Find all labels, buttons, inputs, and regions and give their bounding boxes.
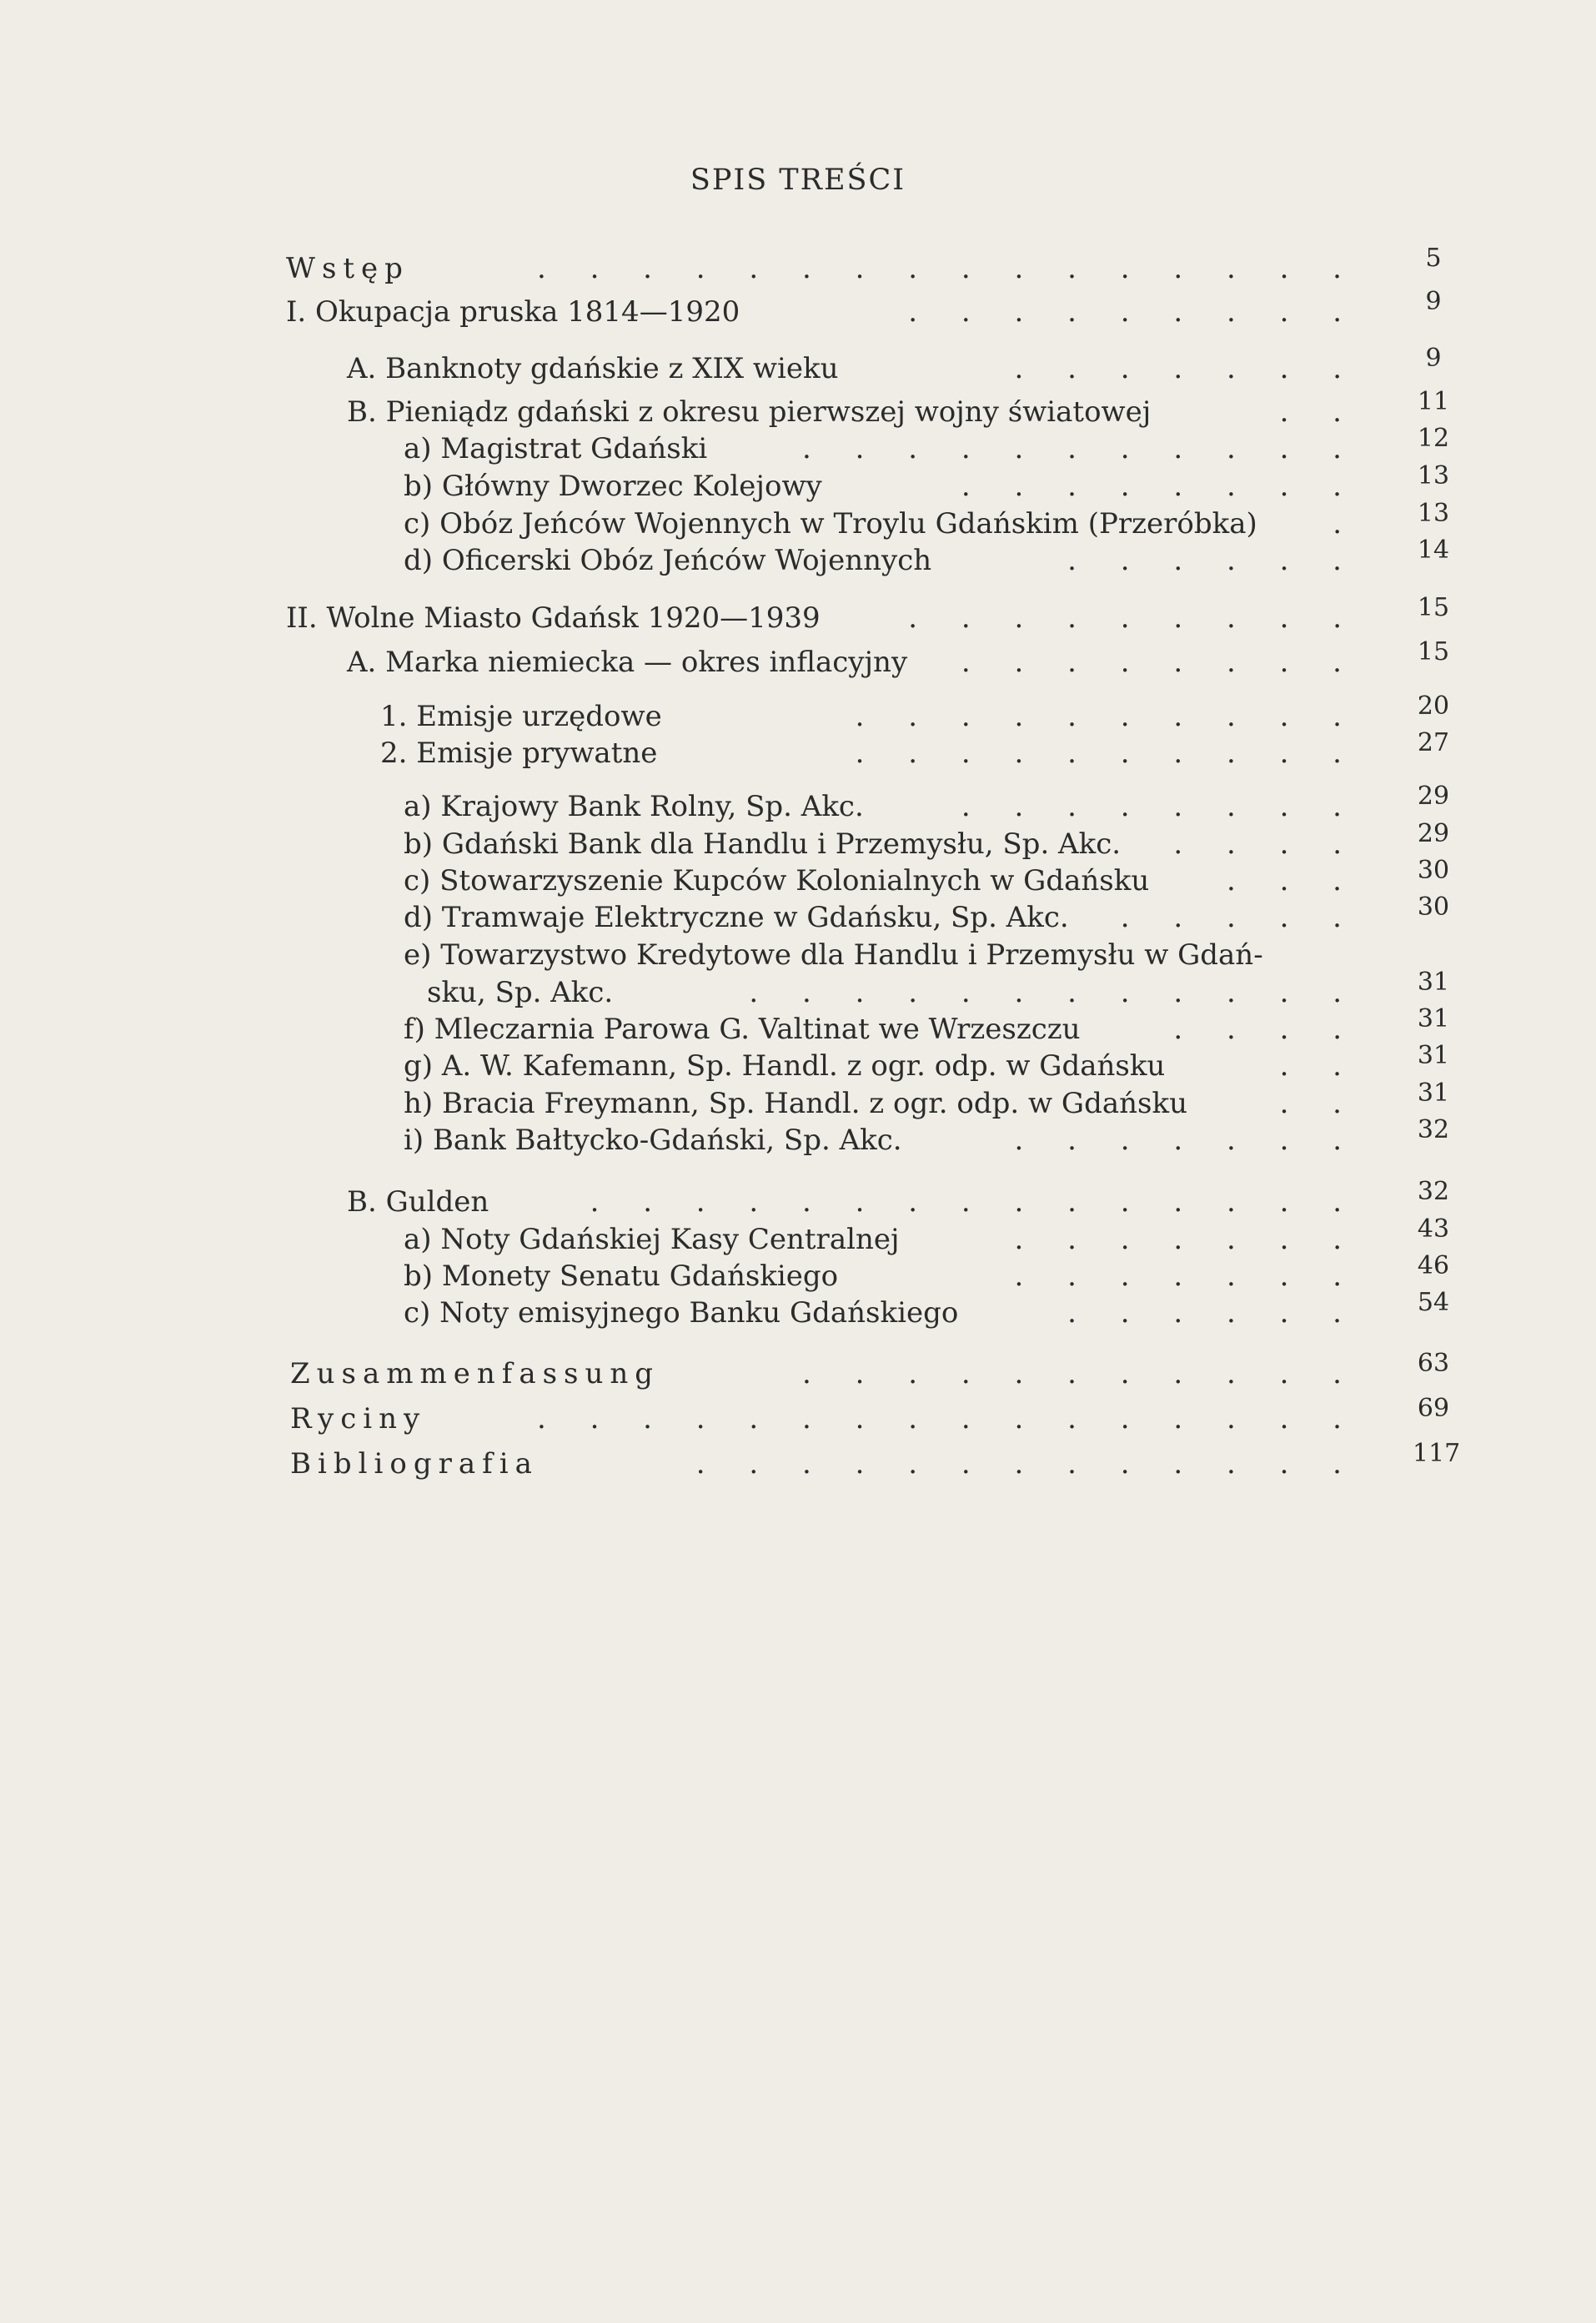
toc-page-number: 43 [1417,1214,1450,1244]
dot-leader: . . . . . . . . [961,470,1359,503]
toc-entry-chapter-2 [0,593,1596,640]
toc-entry-label: c) Stowarzyszenie Kupców Kolonialnych w Gdańsku [404,864,1150,898]
dot-leader: . . . . . . . . [961,790,1359,823]
toc-page-number: 31 [1417,1041,1450,1070]
toc-entry-2a-1 [0,691,1596,738]
toc-page-number: 11 [1417,387,1450,416]
page-title: SPIS TREŚCI [690,163,906,197]
toc-entry-label: Bibliografia [290,1447,539,1481]
toc-entry-label: A. Banknoty gdańskie z XIX wieku [347,352,839,385]
toc-page-number: 9 [1425,344,1442,373]
toc-entry-label: e) Towarzystwo Kredytowe dla Handlu i Przemysłu w Gdań- [404,938,1263,972]
toc-entry-label: 2. Emisje prywatne [380,737,658,770]
toc-entry-label: a) Noty Gdańskiej Kasy Centralnej [404,1223,900,1256]
toc-page-number: 15 [1417,593,1450,622]
toc-entry-label: b) Monety Senatu Gdańskiego [404,1260,839,1293]
toc-entry-ryciny [0,1394,1596,1441]
toc-entry-label: d) Oficerski Obóz Jeńców Wojennych [404,544,932,577]
toc-entry-2b-a [0,1214,1596,1261]
toc-entry-2a-2-d [0,892,1596,939]
toc-entry-label: 1. Emisje urzędowe [380,700,662,733]
toc-entry-1b-a [0,424,1596,470]
toc-entry-zusammenfassung [0,1349,1596,1395]
toc-entry-2a-2-f [0,1004,1596,1051]
toc-page-number: 31 [1417,968,1450,997]
toc-page-number: 30 [1417,856,1450,885]
toc-page-number: 63 [1417,1349,1450,1378]
dot-leader: . . . . . . . . . . . [802,432,1359,465]
toc-entry-label: II. Wolne Miasto Gdańsk 1920—1939 [286,601,821,635]
toc-page-number: 14 [1417,535,1450,565]
dot-leader: . . . . . . . [1014,1223,1359,1256]
dot-leader: . . [1279,395,1359,429]
toc-entry-label: f) Mleczarnia Parowa G. Valtinat we Wrzeszczu [404,1013,1081,1046]
dot-leader: . . . . . . . . . . . . [749,976,1359,1009]
dot-leader: . . . . . . . . . . [855,700,1359,733]
toc-entry-2b-b [0,1251,1596,1298]
toc-entry-label: A. Marka niemiecka — okres inflacyjny [347,646,908,679]
toc-page-number: 12 [1417,424,1450,453]
toc-entry-label: a) Krajowy Bank Rolny, Sp. Akc. [404,790,864,823]
toc-entry-1b-c [0,499,1596,546]
toc-page-number: 54 [1417,1288,1450,1317]
toc-page-number: 69 [1417,1394,1450,1423]
toc-entry-label: a) Magistrat Gdański [404,432,708,465]
toc-entry-label: B. Gulden [347,1185,489,1219]
toc-page-number: 117 [1413,1439,1461,1468]
toc-entry-1b [0,387,1596,434]
toc-page-number: 31 [1417,1004,1450,1033]
toc-page-number: 5 [1425,244,1442,273]
toc-entry-wstep [0,244,1596,290]
dot-leader: . . . . . . . . . . . . . . . . [536,1402,1359,1436]
toc-entry-1b-b [0,461,1596,508]
toc-entry-label: d) Tramwaje Elektryczne w Gdańsku, Sp. Akc. [404,901,1069,934]
dot-leader: . . . . . . . . . . . [802,1357,1359,1390]
dot-leader: . [1333,507,1359,541]
toc-entry-label: Zusammenfassung [290,1357,660,1390]
toc-entry-label: c) Noty emisyjnego Banku Gdańskiego [404,1296,959,1330]
dot-leader: . . . . . . [1067,544,1359,577]
toc-entry-label: c) Obóz Jeńców Wojennych w Troylu Gdańskim (Przeróbka) [404,507,1257,541]
toc-entry-2b-c [0,1288,1596,1335]
toc-page-number: 30 [1417,892,1450,922]
dot-leader: . . . . . . . . . [908,295,1359,329]
toc-page-number: 13 [1417,499,1450,528]
toc-entry-2a-2-b [0,819,1596,866]
toc-entry-label: b) Główny Dworzec Kolejowy [404,470,822,503]
toc-entry-2a-2-h [0,1079,1596,1125]
dot-leader: . . . . . [1120,901,1359,934]
toc-page-number: 29 [1417,819,1450,848]
toc-entry-2a-2-i [0,1115,1596,1162]
toc-entry-label: b) Gdański Bank dla Handlu i Przemysłu, Sp. Akc. [404,827,1122,861]
toc-page-number: 27 [1417,728,1450,757]
toc-entry-label: B. Pieniądz gdański z okresu pierwszej wojny światowej [347,395,1152,429]
dot-leader: . . . . . . . . . . . . . [695,1447,1359,1481]
toc-entry-label: i) Bank Bałtycko-Gdański, Sp. Akc. [404,1124,902,1157]
toc-page-number: 29 [1417,782,1450,811]
toc-page-number: 32 [1417,1177,1450,1206]
dot-leader: . . . [1226,864,1359,898]
dot-leader: . . . . . . . [1014,1124,1359,1157]
toc-page-number: 9 [1425,287,1442,316]
dot-leader: . . . . . . . [1014,1260,1359,1293]
dot-leader: . . . . . . . . . . . . . . . . [536,252,1359,285]
toc-entry-label: h) Bracia Freymann, Sp. Handl. z ogr. odp. w Gdańsku [404,1087,1187,1120]
toc-page-number: 13 [1417,461,1450,490]
dot-leader: . . . . . . . . . . . . . . . [590,1185,1359,1219]
toc-entry-2a-2 [0,728,1596,775]
toc-entry-2b [0,1177,1596,1224]
toc-page-number: 31 [1417,1079,1450,1108]
toc-entry-2a-2-g [0,1041,1596,1088]
dot-leader: . . . . [1173,1013,1359,1046]
dot-leader: . . . . . . . . . . [855,737,1359,770]
toc-page-number: 32 [1417,1115,1450,1144]
toc-entry-2a-2-e-cont [0,968,1596,1014]
dot-leader: . . [1279,1087,1359,1120]
toc-entry-2a-2-c [0,856,1596,903]
toc-entry-label: Ryciny [290,1402,427,1436]
toc-page-number: 15 [1417,637,1450,666]
toc-entry-chapter-1 [0,287,1596,334]
toc-entry-1a [0,344,1596,390]
dot-leader: . . . . . . . [1014,352,1359,385]
dot-leader: . . . . . . . . [961,646,1359,679]
dot-leader: . . [1279,1049,1359,1083]
toc-entry-2a [0,637,1596,684]
toc-page-number: 46 [1417,1251,1450,1280]
toc-entry-label: I. Okupacja pruska 1814—1920 [286,295,740,329]
toc-page-number: 20 [1417,691,1450,721]
dot-leader: . . . . . . [1067,1296,1359,1330]
toc-entry-label: g) A. W. Kafemann, Sp. Handl. z ogr. odp. w Gdańsku [404,1049,1166,1083]
toc-entry-2a-2-e [0,937,1596,977]
toc-entry-label: Wstęp [286,252,409,285]
dot-leader: . . . . . . . . . [908,601,1359,635]
toc-entry-2a-2-a [0,782,1596,828]
dot-leader: . . . . [1173,827,1359,861]
toc-entry-label: sku, Sp. Akc. [427,976,614,1009]
toc-entry-bibliografia [0,1439,1596,1486]
toc-entry-1b-d [0,535,1596,582]
